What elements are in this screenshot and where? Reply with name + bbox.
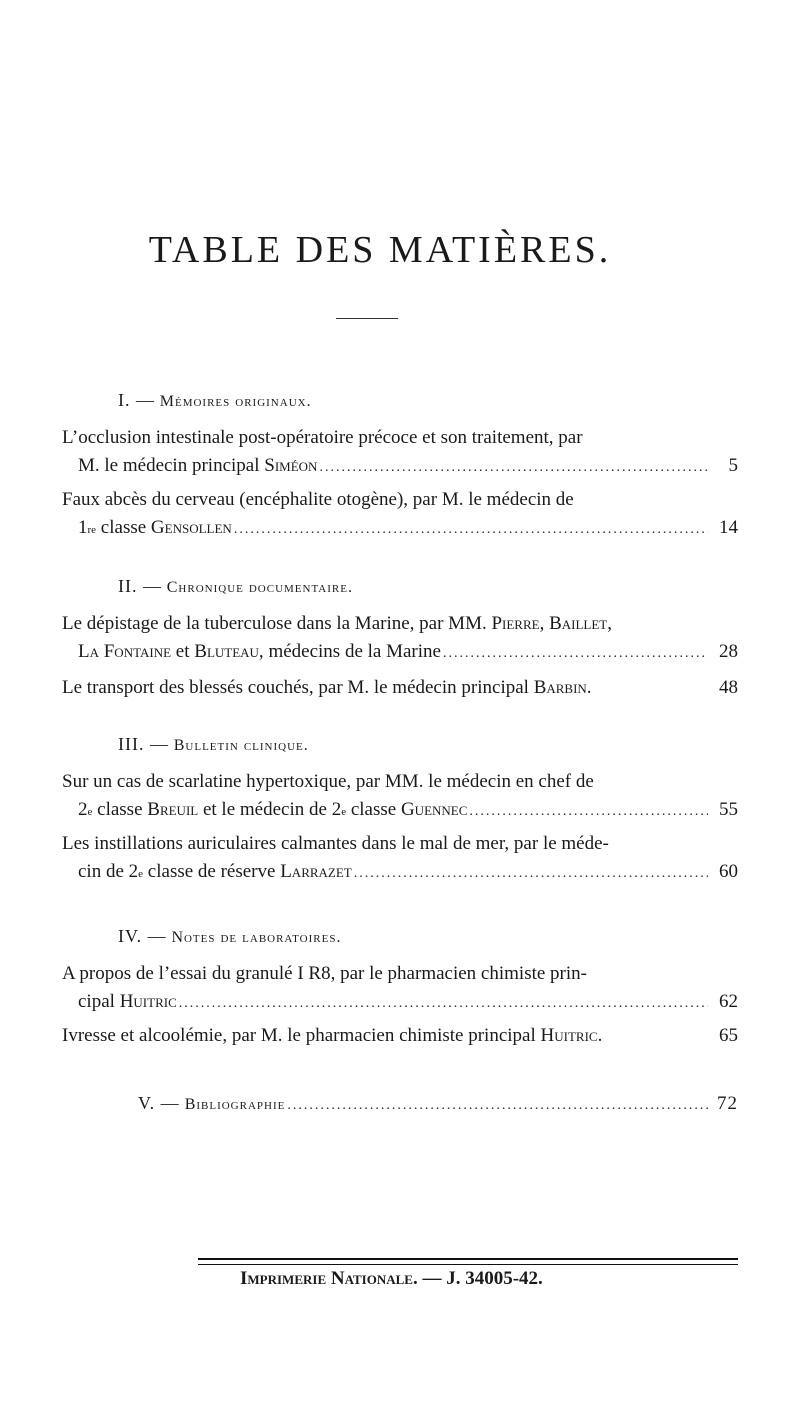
entry-page-number: 48 — [719, 677, 738, 698]
footer-rule — [198, 1258, 738, 1260]
entry-title-line2: cipal — [78, 991, 115, 1012]
toc-entry[interactable] — [62, 1022, 738, 1050]
section-title: Bulletin clinique. — [173, 737, 309, 754]
printer-name: Imprimerie Nationale. — [240, 1268, 418, 1289]
entry-title-line2: classe — [97, 799, 143, 820]
entry-author: Barbin. — [533, 677, 592, 698]
section-numeral: III. — — [118, 734, 169, 754]
ordinal-number: 2 — [331, 799, 342, 820]
dot-leader — [469, 798, 708, 826]
entry-conjunction: et — [175, 641, 190, 662]
entry-author: Siméon — [264, 455, 318, 476]
entry-page-number: 72 — [717, 1093, 738, 1114]
entry-author: Huitric. — [540, 1025, 603, 1046]
entry-author: Guennec — [400, 799, 468, 820]
entry-author: Breuil — [147, 799, 199, 820]
page-title: TABLE DES MATIÈRES. — [148, 229, 612, 271]
entry-title-line1: Le dépistage de la tuberculose dans la Marine, par MM. — [62, 613, 487, 634]
print-job-number: — J. 34005-42. — [422, 1268, 543, 1289]
ordinal-suffix: re — [87, 524, 97, 536]
ordinal-suffix: e — [87, 806, 93, 818]
dot-leader — [179, 990, 708, 1018]
toc-entry[interactable] — [62, 674, 738, 702]
entry-page-number: 14 — [719, 517, 738, 538]
entry-title-line2: M. le médecin principal — [78, 455, 260, 476]
section-heading-4 — [118, 926, 341, 947]
entry-author: Larrazet — [280, 861, 352, 882]
section-numeral: II. — — [118, 576, 162, 596]
section-title: Chronique documentaire. — [166, 579, 353, 596]
section-heading-1 — [118, 390, 312, 411]
toc-entry[interactable] — [62, 830, 738, 888]
footer-rule — [198, 1264, 738, 1265]
section-heading-3 — [118, 734, 309, 755]
entry-title-line1: Les instillations auriculaires calmantes dans le mal de mer, par le méde- — [62, 833, 609, 854]
dot-leader — [443, 640, 708, 668]
entry-author: Bluteau, — [194, 641, 264, 662]
ordinal-number: 1 — [78, 517, 88, 538]
entry-author: Gensollen — [150, 517, 232, 538]
entry-page-number: 5 — [728, 455, 738, 476]
entry-title-line1: L’occlusion intestinale post-opératoire précoce et son traitement, par — [62, 427, 583, 448]
entry-author: La Fontaine — [78, 641, 172, 662]
ordinal-suffix: e — [341, 806, 347, 818]
toc-entry[interactable] — [62, 424, 738, 482]
entry-author: Huitric — [119, 991, 177, 1012]
entry-title-line2: médecins de la Marine — [268, 641, 441, 662]
section-title: Notes de laboratoires. — [171, 929, 342, 946]
toc-entry[interactable] — [62, 486, 738, 544]
entry-title-line1: Faux abcès du cerveau (encéphalite otogène), par M. le médecin de — [62, 489, 574, 510]
dot-leader — [287, 1098, 708, 1114]
entry-title: Le transport des blessés couchés, par M. le médecin principal — [62, 677, 529, 698]
ordinal-number: 2 — [78, 799, 88, 820]
entry-page-number: 65 — [719, 1025, 738, 1046]
entry-title-line2-b: classe de réserve — [147, 861, 276, 882]
dot-leader — [234, 516, 708, 544]
section-title: Bibliographie — [184, 1096, 286, 1113]
entry-title-line2-b: classe — [350, 799, 397, 820]
toc-entry[interactable] — [62, 610, 738, 668]
section-numeral: V. — — [138, 1093, 180, 1113]
ordinal-number: 2 — [128, 861, 139, 882]
entry-page-number: 62 — [719, 991, 738, 1012]
section-heading-2 — [118, 576, 353, 597]
entry-title-line2: classe — [100, 517, 147, 538]
entry-authors: Pierre, Baillet, — [491, 613, 612, 634]
toc-entry-bibliography[interactable] — [138, 1093, 738, 1115]
entry-page-number: 55 — [719, 799, 738, 820]
entry-title-line1: Sur un cas de scarlatine hypertoxique, par MM. le médecin en chef de — [62, 771, 594, 792]
entry-page-number: 28 — [719, 641, 738, 662]
dot-leader — [319, 454, 708, 482]
entry-title-line2: cin de — [78, 861, 124, 882]
section-numeral: IV. — — [118, 926, 167, 946]
entry-page-number: 60 — [719, 861, 738, 882]
section-numeral: I. — — [118, 390, 155, 410]
toc-entry[interactable] — [62, 768, 738, 826]
section-title: Mémoires originaux. — [159, 393, 312, 410]
ordinal-suffix: e — [138, 868, 144, 880]
entry-title-mid: et le médecin de — [202, 799, 327, 820]
entry-title: Ivresse et alcoolémie, par M. le pharmacien chimiste principal — [62, 1025, 536, 1046]
entry-title-line1: A propos de l’essai du granulé I R8, par le pharmacien chimiste prin- — [62, 963, 587, 984]
toc-entry[interactable] — [62, 960, 738, 1018]
printer-imprint — [240, 1268, 543, 1290]
dot-leader — [354, 860, 708, 888]
title-divider — [336, 318, 398, 319]
